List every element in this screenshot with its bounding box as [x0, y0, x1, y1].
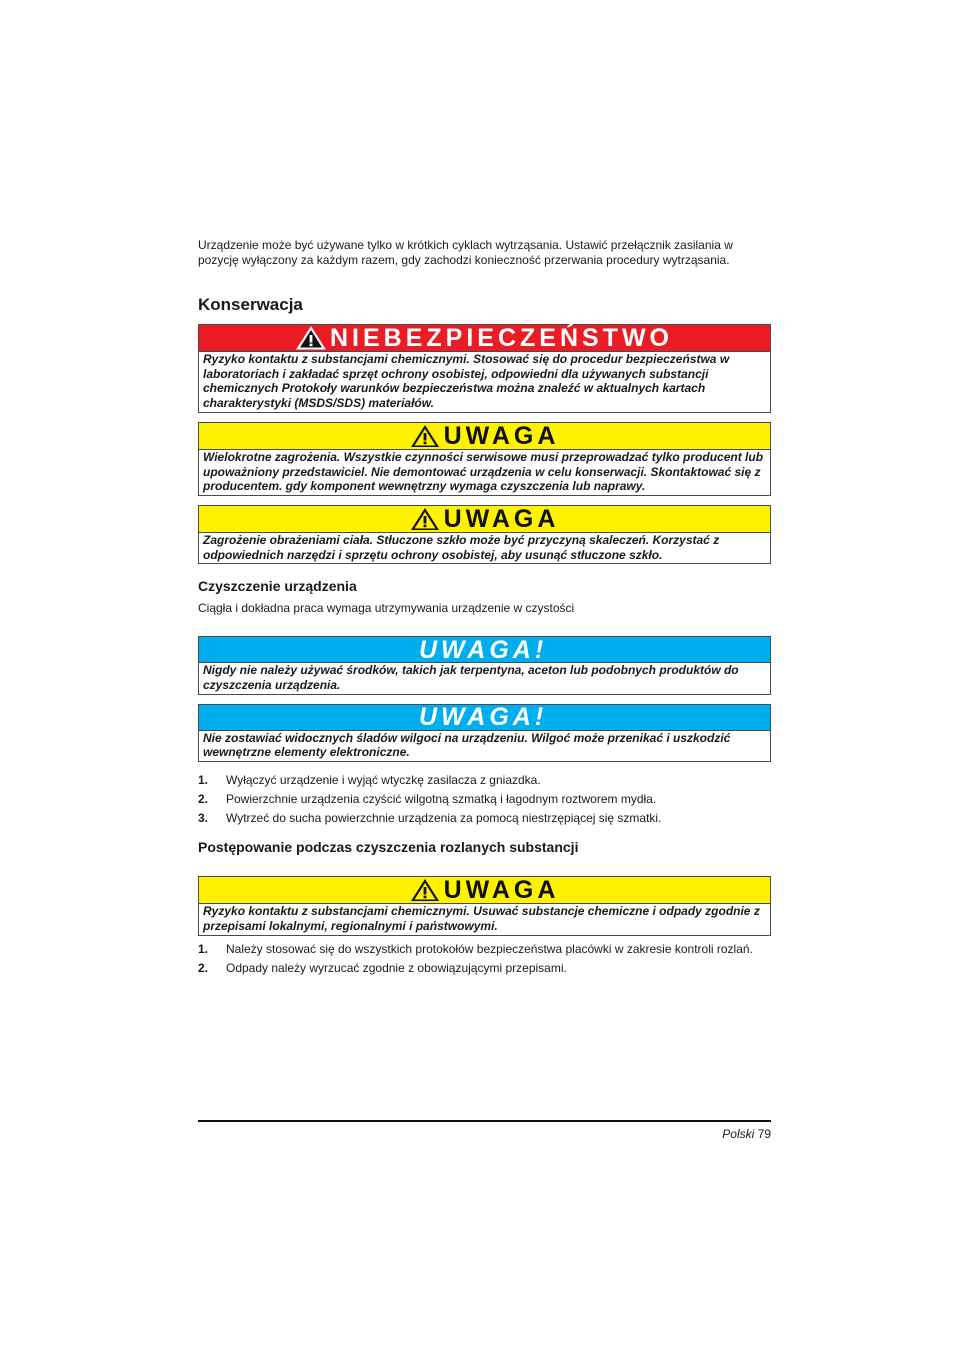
page-content: [198, 238, 771, 981]
notice-text-1: Nigdy nie należy używać środków, takich jak terpentyna, aceton lub podobnych produktów do czyszczenia urządzenia.: [203, 663, 739, 693]
footer-rule: [198, 1120, 771, 1122]
cleaning-steps-list: [198, 774, 771, 825]
spill-title: Postępowanie podczas czyszczenia rozlanych substancji: [198, 839, 579, 856]
step-text: Odpady należy wyrzucać zgodnie z obowiązującymi przepisami.: [226, 960, 567, 975]
danger-box: [198, 324, 771, 413]
caution-header-2: [199, 506, 770, 533]
cleaning-title: Czyszczenie urządzenia: [198, 578, 357, 595]
caution-box-1: [198, 422, 771, 496]
step-number: 3.: [198, 811, 209, 826]
caution-header-3: [199, 877, 770, 904]
notice-text-2: Nie zostawiać widocznych śladów wilgoci na urządzeniu. Wilgoć może przenikać i uszkodzić wewnętrzne elementy elektroniczne.: [203, 730, 731, 760]
caution-heading-2: UWAGA: [443, 504, 560, 533]
intro-paragraph: Urządzenie może być używane tylko w krótkich cyklach wytrząsania. Ustawić przełącznik zasilania w pozycję wyłączony za każdym razem, gdy zachodzi konieczność przerwania procedury wytrząsania.: [198, 238, 733, 267]
danger-heading: NIEBEZPIECZEŃSTWO: [329, 324, 673, 352]
warning-triangle-icon: [296, 326, 326, 350]
page-number: 79: [757, 1127, 771, 1141]
notice-heading-1: UWAGA!: [419, 635, 548, 664]
step-number: 1.: [198, 773, 209, 788]
list-item: [198, 962, 771, 975]
list-item: [198, 943, 771, 956]
caution-heading-1: UWAGA: [443, 421, 560, 450]
step-text: Wyłączyć urządzenie i wyjąć wtyczkę zasilacza z gniazdka.: [226, 773, 541, 788]
section-title: Konserwacja: [198, 295, 303, 314]
caution-header-1: [199, 423, 770, 450]
list-item: [198, 774, 771, 787]
notice-heading-2: UWAGA!: [419, 703, 548, 732]
step-number: 2.: [198, 960, 209, 975]
danger-text: Ryzyko kontaktu z substancjami chemicznymi. Stosować się do procedur bezpieczeństwa w laboratoriach i zakładać sprzęt ochrony osobistej, odpowiedni dla używanych substancji chemicznych Protokoły warunków bezpieczeństwa można znaleźć w aktualnych kartach charakterystyki (MSDS/SDS) materiałów.: [203, 352, 730, 411]
spill-steps-list: [198, 943, 771, 975]
page-footer: [198, 1127, 771, 1141]
list-item: [198, 812, 771, 825]
cleaning-description: Ciągła i dokładna praca wymaga utrzymywania urządzenie w czystości: [198, 601, 575, 616]
caution-heading-3: UWAGA: [443, 876, 560, 905]
notice-box-2: [198, 704, 771, 762]
notice-header-2: [199, 705, 770, 731]
caution-text-3: Ryzyko kontaktu z substancjami chemicznymi. Usuwać substancje chemiczne i odpady zgodnie z przepisami lokalnymi, regionalnymi i państwowymi.: [203, 904, 760, 933]
list-item: [198, 793, 771, 806]
warning-triangle-icon: [410, 878, 440, 902]
danger-header: [199, 325, 770, 352]
caution-text-1: Wielokrotne zagrożenia. Wszystkie czynności serwisowe musi przeprowadzać tylko producent lub upoważniony przedstawiciel. Nie demontować urządzenia w celu konserwacji. Skontaktować się z producentem. gdy komponent wewnętrzny wymaga czyszczenia lub naprawy.: [203, 449, 764, 494]
notice-box-1: [198, 636, 771, 694]
caution-text-2: Zagrożenie obrażeniami ciała. Stłuczone szkło może być przyczyną skaleczeń. Korzystać z odpowiednich narzędzi i sprzętu ochrony osobistej, aby usunąć stłuczone szkło.: [203, 532, 720, 562]
footer-language: Polski: [722, 1127, 755, 1141]
step-text: Powierzchnie urządzenia czyścić wilgotną szmatką i łagodnym roztworem mydła.: [226, 792, 657, 807]
step-text: Wytrzeć do sucha powierzchnie urządzenia za pomocą niestrzępiącej się szmatki.: [226, 811, 662, 826]
step-number: 2.: [198, 792, 209, 807]
step-number: 1.: [198, 941, 209, 956]
step-text: Należy stosować się do wszystkich protokołów bezpieczeństwa placówki w zakresie kontroli rozlań.: [226, 941, 753, 956]
warning-triangle-icon: [410, 507, 440, 531]
caution-box-3: [198, 876, 771, 935]
warning-triangle-icon: [410, 424, 440, 448]
notice-header-1: [199, 637, 770, 663]
caution-box-2: [198, 505, 771, 564]
